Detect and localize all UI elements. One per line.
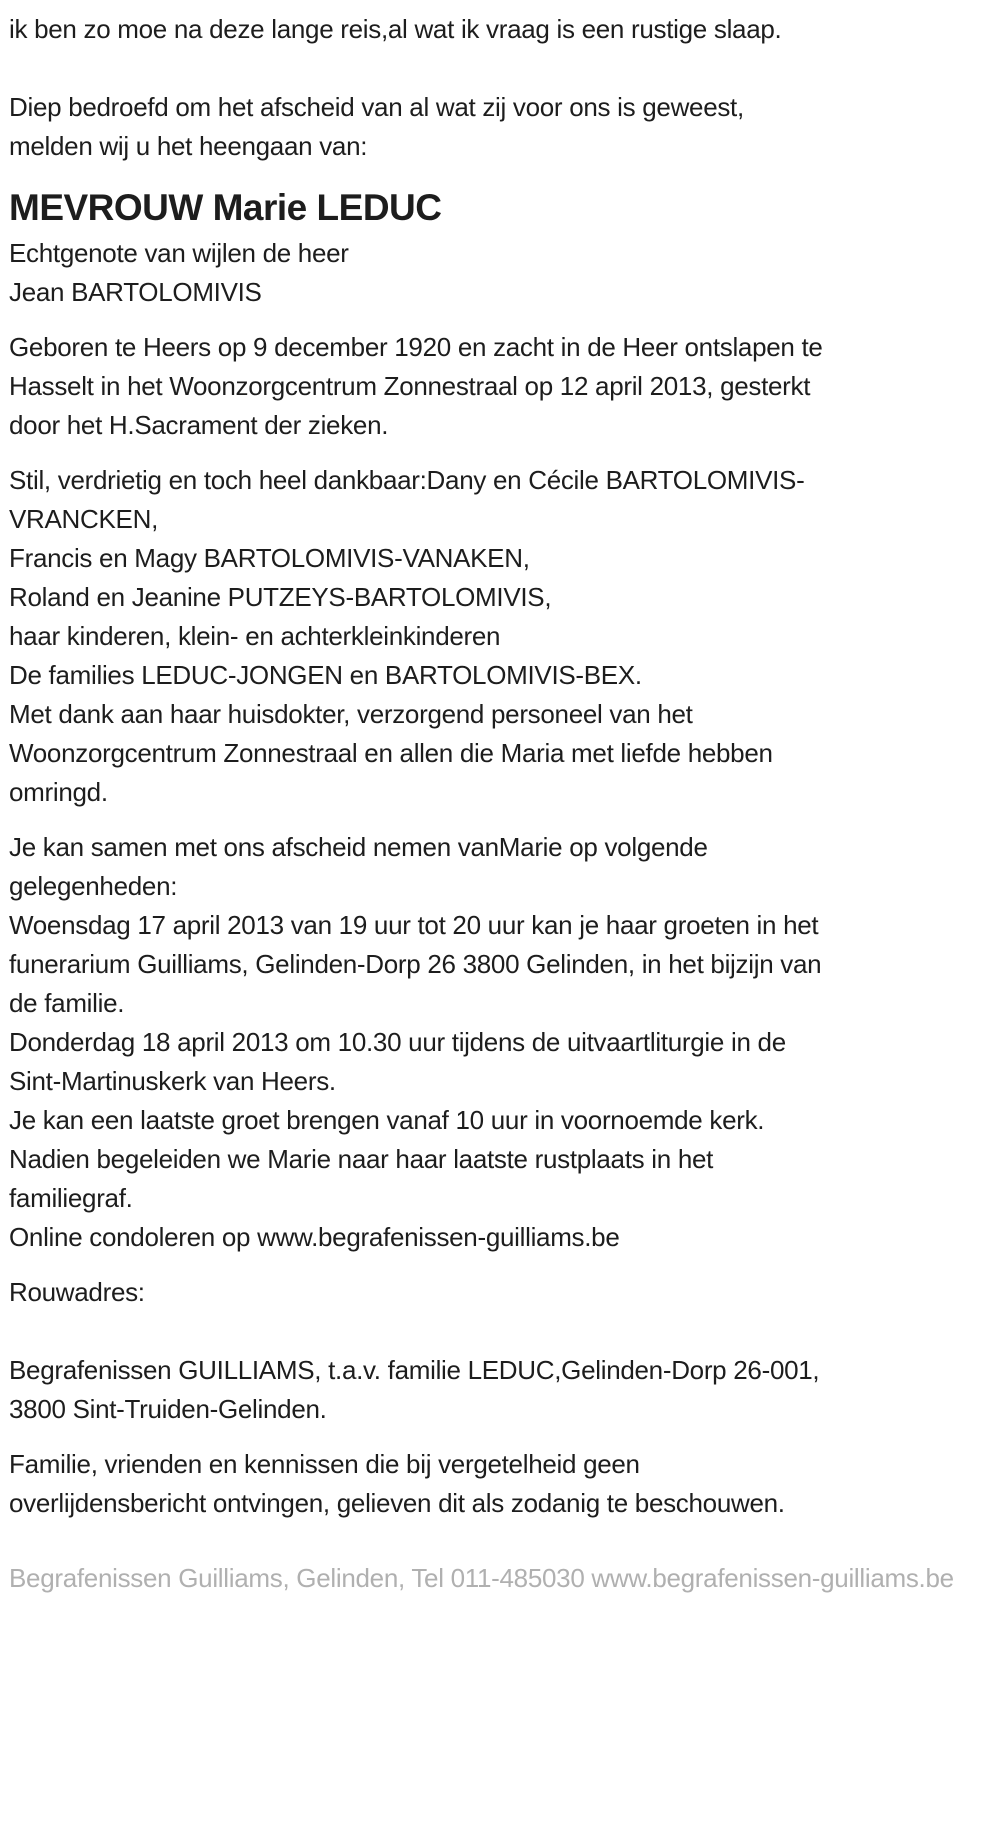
life-line: door het H.Sacrament der zieken. [9, 410, 389, 440]
quote-line: ik ben zo moe na deze lange reis,al wat ik vraag is een rustige slaap. [9, 14, 782, 44]
ceremony-line: gelegenheden: [9, 871, 178, 901]
family-line: omringd. [9, 777, 108, 807]
ceremony-line: Woensdag 17 april 2013 van 19 uur tot 20 uur kan je haar groeten in het [9, 910, 819, 940]
family-line: Woonzorgcentrum Zonnestraal en allen die Maria met liefde hebben [9, 738, 773, 768]
family-line: Francis en Magy BARTOLOMIVIS-VANAKEN, [9, 543, 530, 573]
mourning-address-line: 3800 Sint-Truiden-Gelinden. [9, 1394, 327, 1424]
ceremony-line: Donderdag 18 april 2013 om 10.30 uur tijdens de uitvaartliturgie in de [9, 1027, 786, 1057]
family-line: haar kinderen, klein- en achterkleinkinderen [9, 621, 501, 651]
ceremony-condolence-url-line: Online condoleren op www.begrafenissen-guilliams.be [9, 1222, 620, 1252]
intro-quote [9, 10, 990, 49]
ceremony-line: familiegraf. [9, 1183, 133, 1213]
ceremony-line: de familie. [9, 988, 125, 1018]
life-line: Hasselt in het Woonzorgcentrum Zonnestraal op 12 april 2013, gesterkt [9, 371, 811, 401]
ceremony-line: Nadien begeleiden we Marie naar haar laatste rustplaats in het [9, 1144, 714, 1174]
family-line: Roland en Jeanine PUTZEYS-BARTOLOMIVIS, [9, 582, 552, 612]
footer-funeral-home-info: Begrafenissen Guilliams, Gelinden, Tel 011-485030 www.begrafenissen-guilliams.be [9, 1563, 954, 1593]
ceremony-line: Sint-Martinuskerk van Heers. [9, 1066, 336, 1096]
family-line: Met dank aan haar huisdokter, verzorgend personeel van het [9, 699, 693, 729]
family-line: VRANCKEN, [9, 504, 158, 534]
deceased-name-title: MEVROUW Marie LEDUC [9, 187, 442, 228]
life-line: Geboren te Heers op 9 december 1920 en zacht in de Heer ontslapen te [9, 332, 823, 362]
ceremony-line: funerarium Guilliams, Gelinden-Dorp 26 3800 Gelinden, in het bijzijn van [9, 949, 822, 979]
notice-line: overlijdensbericht ontvingen, gelieven dit als zodanig te beschouwen. [9, 1488, 785, 1518]
family-line: De families LEDUC-JONGEN en BARTOLOMIVIS-BEX. [9, 660, 642, 690]
announcement-line: Diep bedroefd om het afscheid van al wat zij voor ons is geweest, [9, 92, 744, 122]
deceased-subtitle-line: Jean BARTOLOMIVIS [9, 277, 262, 307]
family-line: Stil, verdrietig en toch heel dankbaar:Dany en Cécile BARTOLOMIVIS- [9, 465, 805, 495]
mourning-address-line: Begrafenissen GUILLIAMS, t.a.v. familie LEDUC,Gelinden-Dorp 26-001, [9, 1355, 820, 1385]
announcement-line: melden wij u het heengaan van: [9, 131, 368, 161]
deceased-subtitle-line: Echtgenote van wijlen de heer [9, 238, 349, 268]
mourning-address-label [9, 1273, 990, 1312]
ceremony-line: Je kan samen met ons afscheid nemen vanMarie op volgende [9, 832, 708, 862]
notice-line: Familie, vrienden en kennissen die bij vergetelheid geen [9, 1449, 640, 1479]
mourning-address-label-text: Rouwadres: [9, 1277, 145, 1307]
ceremony-line: Je kan een laatste groet brengen vanaf 10 uur in voornoemde kerk. [9, 1105, 765, 1135]
